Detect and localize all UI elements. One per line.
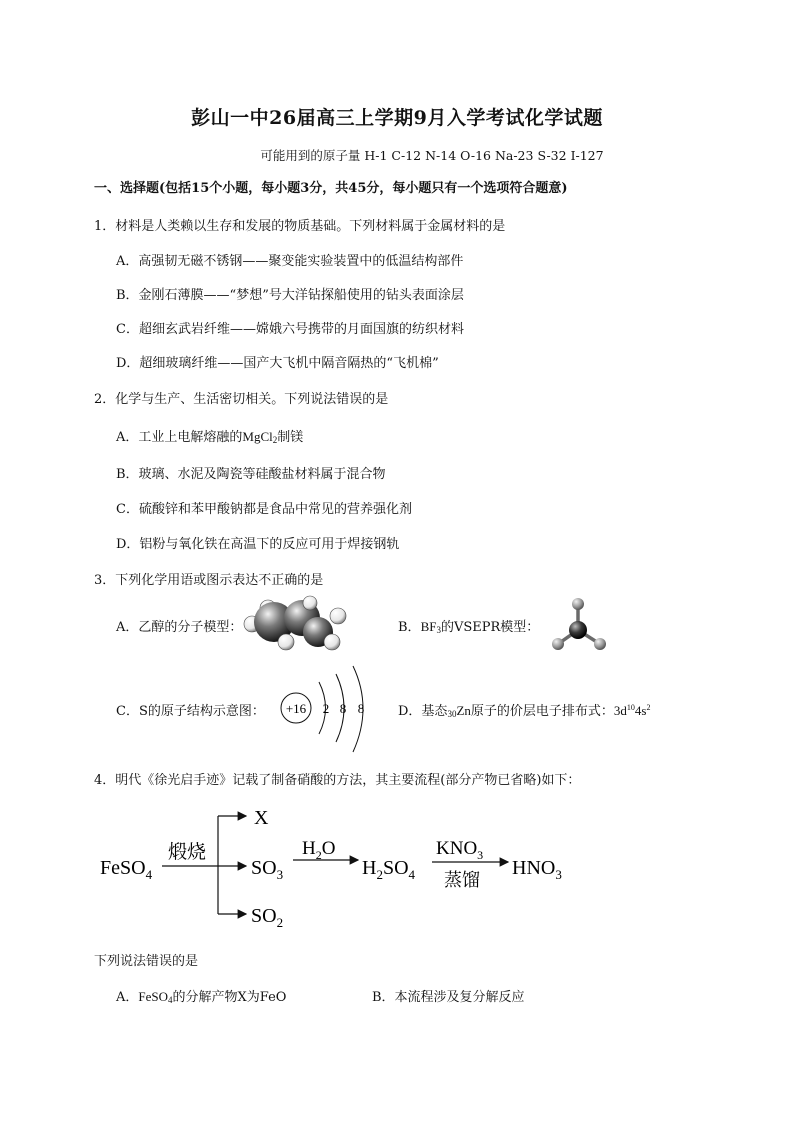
nucleus-charge: +16 [285,701,307,716]
q3-stem: 3．下列化学用语或图示表达不正确的是 [94,573,324,588]
q2-a-post: 制镁 [277,430,304,445]
flow-reactant: FeSO$_4$ [100,857,153,882]
q2-stem: 2．化学与生产、生活密切相关。下列说法错误的是 [94,392,389,407]
q4-stem: 4．明代《徐光启手迹》记载了制备硝酸的方法，其主要流程(部分产物已省略)如下： [94,773,581,788]
q3-b-pre: B． [398,620,421,635]
q3-d-cfg1: 3d [613,703,627,718]
q3-d-element: Zn [456,703,471,718]
flow-product-so2: $SO_2$ [251,905,284,930]
q1-option-a: A．高强韧无磁不锈钢——聚变能实验装置中的低温结构部件 [116,254,464,269]
flow-sulfuric-acid: $H_2SO_4$ [362,857,416,882]
q3-b-post: 的VSEPR模型： [440,620,540,635]
flow-condition-distill: 蒸馏 [444,870,480,890]
q3-option-d [398,700,650,719]
q3-option-a: A．乙醇的分子模型： [116,620,243,635]
q1-option-c: C．超细玄武岩纤维——嫦娥六号携带的月面国旗的纺织材料 [116,322,464,337]
bf3-vsepr-model-image [548,596,612,658]
shell-3-count: 8 [357,701,365,716]
q2-a-formula: MgCl [242,429,273,444]
q3-option-b [398,616,539,635]
q4-ask: 下列说法错误的是 [94,954,199,969]
q1-option-d: D．超细玻璃纤维——国产大飞机中隔音隔热的“飞机棉” [116,356,439,371]
q3-b-formula: BF [420,619,437,634]
flow-product-so3: $SO_3$ [251,857,284,882]
q3-option-c: C．S的原子结构示意图： [116,704,265,719]
shell-2-count: 8 [339,701,347,716]
q1-option-b: B．金刚石薄膜——“梦想”号大洋钻探船使用的钻头表面涂层 [116,288,464,303]
q3-b-sub: 3 [436,625,441,635]
page-title: 彭山一中26届高三上学期9月入学考试化学试题 [191,107,603,129]
sulfur-atom-diagram [276,660,376,760]
q3-d-z: 30 [447,709,457,719]
q3-d-cfg1-sup: 10 [626,703,635,712]
q4-a-pre: A． [116,990,139,1005]
q4-a-post: 的分解产物X为FeO [172,990,287,1005]
atomic-masses: 可能用到的原子量 H-1 C-12 N-14 O-16 Na-23 S-32 I-127 [260,148,604,163]
q2-a-text: A．工业上电解熔融的 [116,430,243,445]
nitric-acid-flow-diagram [96,800,586,940]
q2-option-d: D．铝粉与氧化铁在高温下的反应可用于焊接钢轨 [116,537,400,552]
q4-option-a [116,986,286,1005]
flow-product-x: X [254,807,269,829]
q3-d-cfg2-sup: 2 [646,703,651,712]
q4-option-b: B．本流程涉及复分解反应 [372,990,525,1005]
q4-a-formula: FeSO [138,989,169,1004]
q1-stem: 1．材料是人类赖以生存和发展的物质基础。下列材料属于金属材料的是 [94,219,506,234]
q2-option-b: B．玻璃、水泥及陶瓷等硅酸盐材料属于混合物 [116,467,386,482]
section-heading: 一、选择题(包括15个小题，每小题3分，共45分，每小题只有一个选项符合题意) [94,181,568,196]
q4-a-sub: 4 [168,995,173,1005]
flow-condition-calcine: 煅烧 [168,842,207,863]
flow-condition-water: $H_2O$ [302,838,336,862]
q3-d-mid: 原子的价层电子排布式： [470,704,614,719]
shell-1-count: 2 [322,701,330,716]
flow-product-nitric-acid: $HNO_3$ [512,857,562,882]
q3-d-cfg2: 4s [634,703,647,718]
q2-option-c: C．硫酸锌和苯甲酸钠都是食品中常见的营养强化剂 [116,502,412,517]
flow-condition-kno3: $KNO_3$ [436,838,484,862]
q2-option-a [116,426,303,445]
q2-a-sub: 2 [272,435,278,445]
ethanol-model-image [240,594,356,656]
q3-d-pre: D．基态 [398,704,448,719]
